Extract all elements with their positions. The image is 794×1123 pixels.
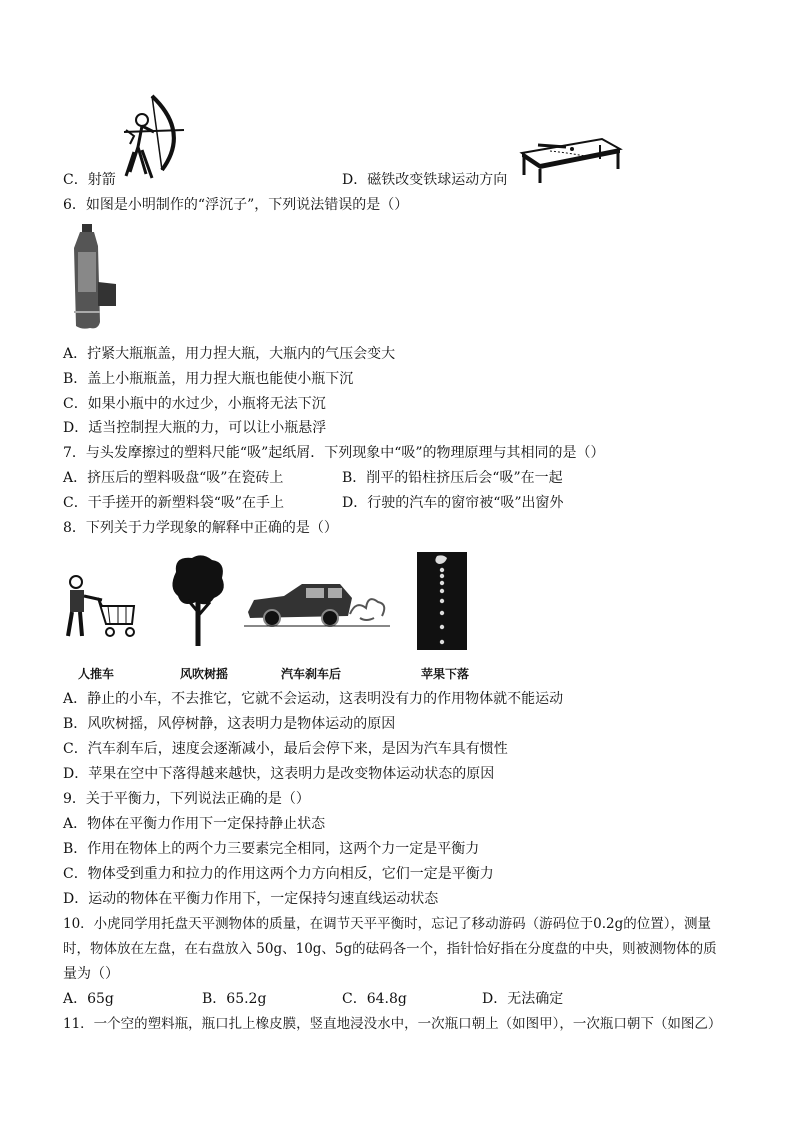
q9-option-c: C．物体受到重力和拉力的作用这两个力方向相反，它们一定是平衡力 — [63, 866, 494, 882]
q8-option-d: D．苹果在空中下落得越来越快，这表明力是改变物体运动状态的原因 — [63, 766, 495, 782]
q10-stem-line-2: 时，物体放在左盘，在右盘放入 50g、10g、5g的砝码各一个，指针恰好指在分度盘的中央，则被测物体的质 — [63, 941, 717, 957]
option-d-magnet: D．磁铁改变铁球运动方向 — [342, 172, 508, 188]
person-pushing-cart-figure — [62, 572, 138, 642]
q8-option-c: C．汽车刹车后，速度会逐渐减小，最后会停下来，是因为汽车具有惯性 — [63, 741, 508, 757]
q11-stem: 11．一个空的塑料瓶，瓶口扎上橡皮膜，竖直地浸没水中，一次瓶口朝上（如图甲），一次瓶口朝下（如图乙） — [63, 1016, 722, 1032]
q8-option-a: A．静止的小车，不去推它，它就不会运动，这表明没有力的作用物体就不能运动 — [63, 691, 564, 707]
caption-wind-tree: 风吹树摇 — [180, 667, 229, 681]
tree-in-wind-figure — [168, 552, 228, 648]
q9-option-b: B．作用在物体上的两个力三要素完全相同，这两个力一定是平衡力 — [63, 841, 480, 857]
q7-stem: 7．与头发摩擦过的塑料尺能“吸”起纸屑．下列现象中“吸”的物理原理与其相同的是（） — [63, 445, 605, 461]
q7-option-b: B．削平的铅柱挤压后会“吸”在一起 — [342, 470, 563, 486]
q7-option-c: C．干手搓开的新塑料袋“吸”在手上 — [63, 495, 285, 511]
q6-stem: 6．如图是小明制作的“浮沉子”，下列说法错误的是（） — [63, 197, 409, 213]
car-braking-figure — [244, 580, 390, 630]
q6-option-c: C．如果小瓶中的水过少，小瓶将无法下沉 — [63, 396, 326, 412]
option-c-archery: C．射箭 — [63, 172, 116, 188]
archery-figure — [112, 92, 190, 184]
q10-option-a: A．65g — [63, 991, 114, 1007]
q7-option-a: A．挤压后的塑料吸盘“吸”在瓷砖上 — [63, 470, 284, 486]
q10-stem-line-1: 10．小虎同学用托盘天平测物体的质量，在调节天平平衡时，忘记了移动游码（游码位于0.2g的位置），测量 — [63, 916, 712, 932]
q10-option-c: C．64.8g — [342, 991, 407, 1007]
q10-stem-line-3: 量为（） — [63, 966, 119, 982]
cartesian-diver-figure — [68, 222, 122, 334]
caption-car-braking: 汽车刹车后 — [281, 667, 342, 681]
q9-option-a: A．物体在平衡力作用下一定保持静止状态 — [63, 816, 326, 832]
q10-option-d: D．无法确定 — [482, 991, 564, 1007]
caption-apple-falling: 苹果下落 — [421, 667, 470, 681]
q6-option-b: B．盖上小瓶瓶盖，用力捏大瓶也能使小瓶下沉 — [63, 371, 354, 387]
q8-option-b: B．风吹树摇，风停树静，这表明力是物体运动的原因 — [63, 716, 396, 732]
q6-option-a: A．拧紧大瓶瓶盖，用力捏大瓶，大瓶内的气压会变大 — [63, 346, 396, 362]
q8-stem: 8．下列关于力学现象的解释中正确的是（） — [63, 520, 338, 536]
q9-stem: 9．关于平衡力，下列说法正确的是（） — [63, 791, 310, 807]
q7-option-d: D．行驶的汽车的窗帘被“吸”出窗外 — [342, 495, 564, 511]
caption-person-pushing-cart: 人推车 — [78, 667, 115, 681]
falling-apple-figure — [417, 552, 467, 650]
q9-option-d: D．运动的物体在平衡力作用下，一定保持匀速直线运动状态 — [63, 891, 439, 907]
magnet-table-figure — [510, 135, 625, 185]
q6-option-d: D．适当控制捏大瓶的力，可以让小瓶悬浮 — [63, 420, 327, 436]
q10-option-b: B．65.2g — [202, 991, 267, 1007]
